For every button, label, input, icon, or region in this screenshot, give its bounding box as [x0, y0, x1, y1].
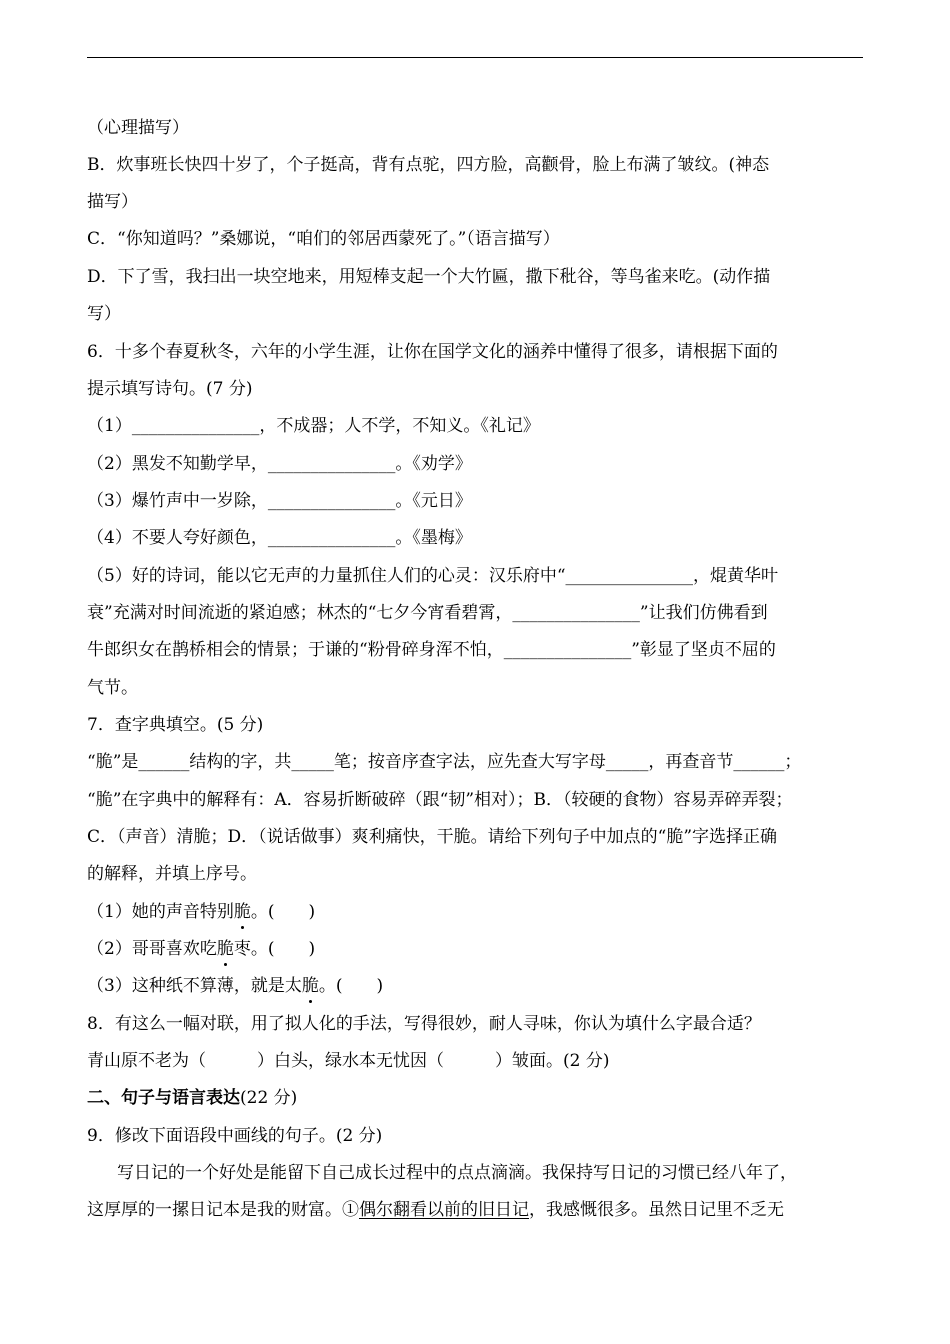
sub-question-2	[87, 937, 315, 961]
text-line: （心理描写）	[87, 118, 189, 138]
sub-question-3	[87, 974, 383, 998]
text-segment: 枣。( )	[233, 939, 316, 959]
text-segment: （2）哥哥喜欢吃	[87, 939, 217, 959]
section-score: (22 分)	[240, 1088, 298, 1108]
text-line: 衰”充满对时间流逝的紧迫感；林杰的“七夕今宵看碧霄，_______________”让我们仿佛看到	[87, 603, 768, 623]
text-segment: 这厚厚的一摞日记本是我的财富。①	[87, 1200, 359, 1220]
fill-blank-5: （5）好的诗词，能以它无声的力量抓住人们的心灵：汉乐府中“_______________，焜黄华叶	[87, 566, 779, 586]
text-line: 提示填写诗句。(7 分)	[87, 379, 253, 399]
header-rule	[87, 57, 863, 58]
text-segment: 。( )	[250, 902, 316, 922]
dotted-char: 脆	[233, 902, 251, 922]
fill-blank-3: （3）爆竹声中一岁除，_______________。《元日》	[87, 491, 472, 511]
text-line: 描写）	[87, 192, 138, 212]
section-heading	[87, 1086, 297, 1110]
question-6: 6．十多个春夏秋冬，六年的小学生涯，让你在国学文化的涵养中懂得了很多，请根据下面的	[87, 342, 778, 362]
couplet-line: 青山原不老为（ ）白头，绿水本无忧因（ ）皱面。(2 分)	[87, 1051, 610, 1071]
text-segment: （3）这种纸不算薄，就是太	[87, 976, 302, 996]
dotted-char: 脆	[216, 939, 234, 959]
underlined-sentence: 偶尔翻看以前的旧日记	[359, 1200, 529, 1220]
sub-question-1	[87, 900, 315, 924]
question-9: 9．修改下面语段中画线的句子。(2 分)	[87, 1126, 383, 1146]
fill-blank-1: （1）_______________，不成器；人不学，不知义。《礼记》	[87, 416, 540, 436]
paragraph-line	[87, 1198, 784, 1222]
dotted-char: 脆	[301, 976, 319, 996]
text-line: C．（声音）清脆；D．（说话做事）爽利痛快，干脆。请给下列句子中加点的“脆”字选择正确	[87, 827, 778, 847]
text-segment: （1）她的声音特别	[87, 902, 234, 922]
question-8: 8．有这么一幅对联，用了拟人化的手法，写得很妙，耐人寻味，你认为填什么字最合适？	[87, 1014, 761, 1034]
paragraph-line: 写日记的一个好处是能留下自己成长过程中的点点滴滴。我保持写日记的习惯已经八年了，	[117, 1163, 797, 1183]
option-b: B．炊事班长快四十岁了，个子挺高，背有点驼，四方脸，高颧骨，脸上布满了皱纹。(神态	[87, 155, 770, 175]
fill-blank-2: （2）黑发不知勤学早，_______________。《劝学》	[87, 454, 472, 474]
section-title: 二、句子与语言表达	[87, 1088, 240, 1108]
question-7: 7．查字典填空。(5 分)	[87, 715, 264, 735]
text-line: 牛郎织女在鹊桥相会的情景；于谦的“粉骨碎身浑不怕，_______________”彰显了坚贞不屈的	[87, 640, 776, 660]
text-line: “脆”在字典中的解释有：A．容易折断破碎（跟“韧”相对）；B．（较硬的食物）容易弄碎弄裂；	[87, 790, 793, 810]
fill-blank-4: （4）不要人夸好颜色，_______________。《墨梅》	[87, 528, 472, 548]
text-segment: 。( )	[318, 976, 384, 996]
option-c: C．“你知道吗？”桑娜说，“咱们的邻居西蒙死了。”（语言描写）	[87, 229, 560, 249]
text-line: 写）	[87, 304, 121, 324]
text-line: 的解释，并填上序号。	[87, 864, 257, 884]
text-segment: ，我感慨很多。虽然日记里不乏无	[529, 1200, 784, 1220]
text-line: 气节。	[87, 678, 138, 698]
option-d: D．下了雪，我扫出一块空地来，用短棒支起一个大竹匾，撒下秕谷，等鸟雀来吃。(动作描	[87, 267, 771, 287]
text-line: “脆”是______结构的字，共_____笔；按音序查字法，应先查大写字母_____，再查音节______；	[87, 752, 802, 772]
